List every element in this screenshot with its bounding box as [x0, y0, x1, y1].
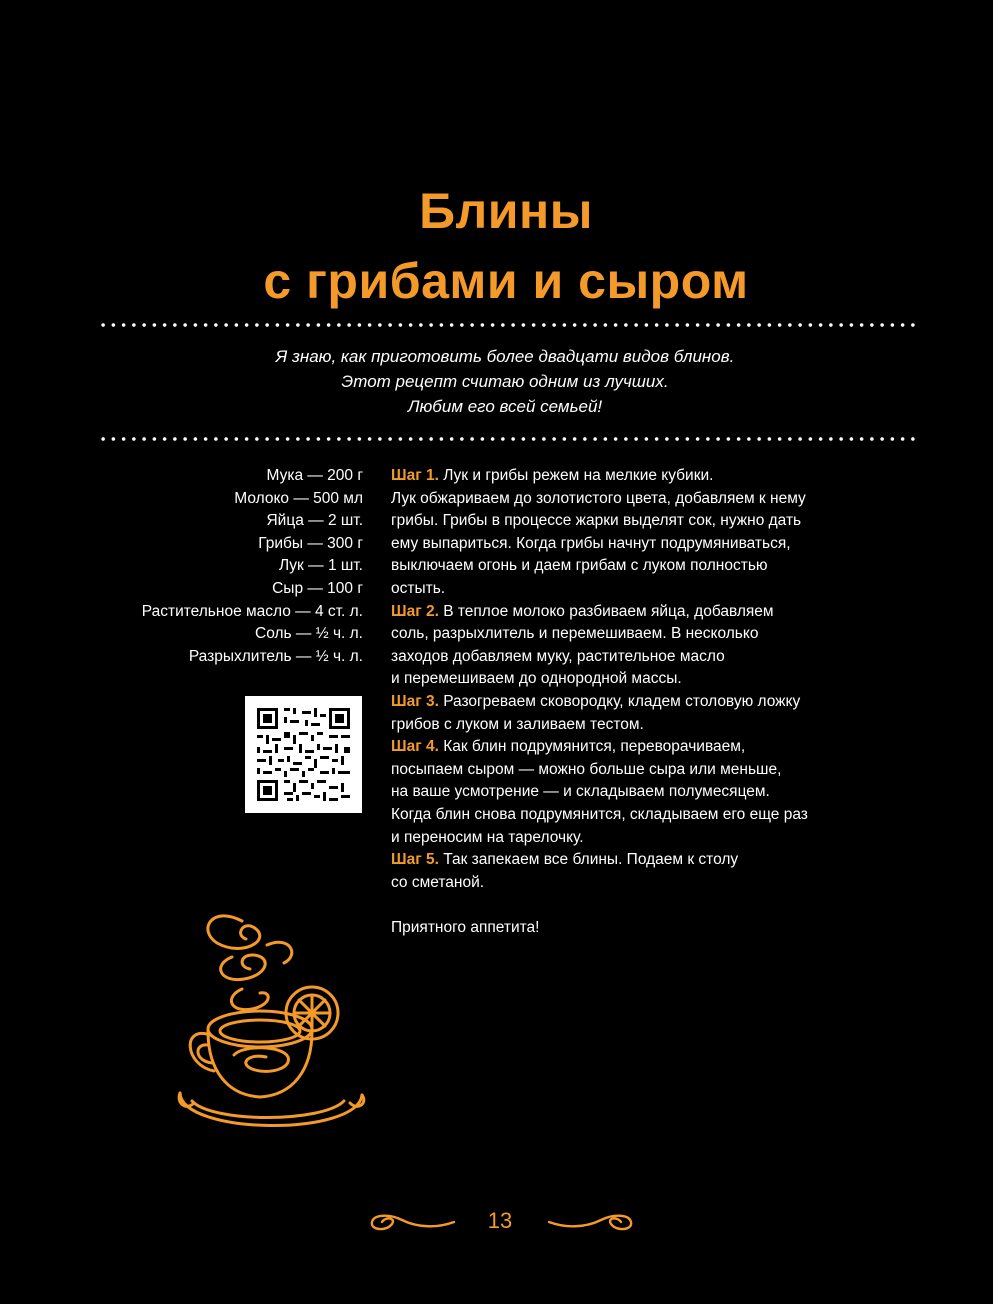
ingredient-item: Соль — ½ ч. л.	[255, 625, 363, 643]
step-line: Лук обжариваем до золотистого цвета, добавляем к нему	[391, 489, 806, 507]
step-line: посыпаем сыром — можно больше сыра или меньше,	[391, 760, 782, 778]
step-line: на ваше усмотрение — и складываем полумесяцем.	[391, 783, 770, 801]
step-line: выключаем огонь и даем грибам с луком полностью	[391, 557, 768, 575]
ingredient-item: Грибы — 300 г	[258, 534, 363, 552]
dotted-divider-bottom	[98, 436, 918, 442]
step-line: соль, разрыхлитель и перемешиваем. В несколько	[391, 625, 759, 643]
title-line-1: Блины	[419, 183, 593, 239]
step-text: Так запекаем все блины. Подаем к столу	[438, 851, 739, 869]
step-label: Шаг 1.	[391, 467, 439, 484]
intro-line-1: Я знаю, как приготовить более двадцати видов блинов.	[275, 347, 735, 366]
step-2	[391, 601, 871, 691]
ingredient-item: Мука — 200 г	[266, 467, 363, 484]
title-line-2: с грибами и сыром	[263, 253, 749, 309]
ingredient-item: Сыр — 100 г	[272, 579, 363, 597]
ingredient-item: Растительное масло — 4 ст. л.	[141, 602, 363, 620]
step-label: Шаг 4.	[391, 738, 439, 756]
tea-cup-icon	[172, 905, 372, 1140]
step-line: и перемешиваем до однородной массы.	[391, 670, 682, 688]
step-5	[391, 849, 871, 894]
ingredient-item: Яйца — 2 шт.	[266, 512, 363, 530]
swirl-ornament-icon	[545, 1206, 635, 1236]
ingredient-item: Разрыхлитель — ½ ч. л.	[188, 647, 363, 665]
swirl-ornament-icon	[368, 1206, 458, 1236]
dotted-divider-top	[98, 322, 918, 328]
ingredient-item: Молоко — 500 мл	[234, 489, 363, 507]
intro-line-2: Этот рецепт считаю одним из лучших.	[341, 372, 669, 391]
step-3	[391, 691, 871, 736]
recipe-title	[0, 176, 993, 316]
steps-text	[391, 465, 871, 939]
step-line: грибы. Грибы в процессе жарки выделят сок, нужно дать	[391, 512, 802, 530]
step-line: остыть.	[391, 579, 446, 597]
step-1	[391, 465, 871, 601]
intro-text	[0, 344, 993, 419]
step-4	[391, 736, 871, 849]
page-number: 13	[487, 1208, 513, 1233]
step-label: Шаг 3.	[391, 692, 439, 710]
step-line: со сметаной.	[391, 873, 485, 891]
step-text: Как блин подрумянится, переворачиваем,	[438, 738, 746, 756]
step-text: Лук и грибы режем на мелкие кубики.	[438, 467, 714, 484]
ingredient-item: Лук — 1 шт.	[278, 557, 363, 575]
step-line: ему выпариться. Когда грибы начнут подрумяниваться,	[391, 534, 791, 552]
ingredients-list	[60, 465, 363, 668]
qr-code-icon[interactable]	[245, 696, 362, 813]
step-text: Разогреваем сковородку, кладем столовую ложку	[438, 692, 801, 710]
step-line: грибов с луком и заливаем тестом.	[391, 715, 644, 733]
step-label: Шаг 2.	[391, 602, 439, 620]
step-label: Шаг 5.	[391, 851, 439, 869]
step-line: заходов добавляем муку, растительное масло	[391, 647, 725, 665]
step-line: Когда блин снова подрумянится, складываем его еще раз	[391, 805, 808, 823]
step-text: В теплое молоко разбиваем яйца, добавляем	[438, 602, 774, 620]
intro-line-3: Любим его всей семьей!	[407, 397, 603, 416]
closing-text: Приятного аппетита!	[391, 918, 540, 936]
step-line: и переносим на тарелочку.	[391, 828, 584, 846]
